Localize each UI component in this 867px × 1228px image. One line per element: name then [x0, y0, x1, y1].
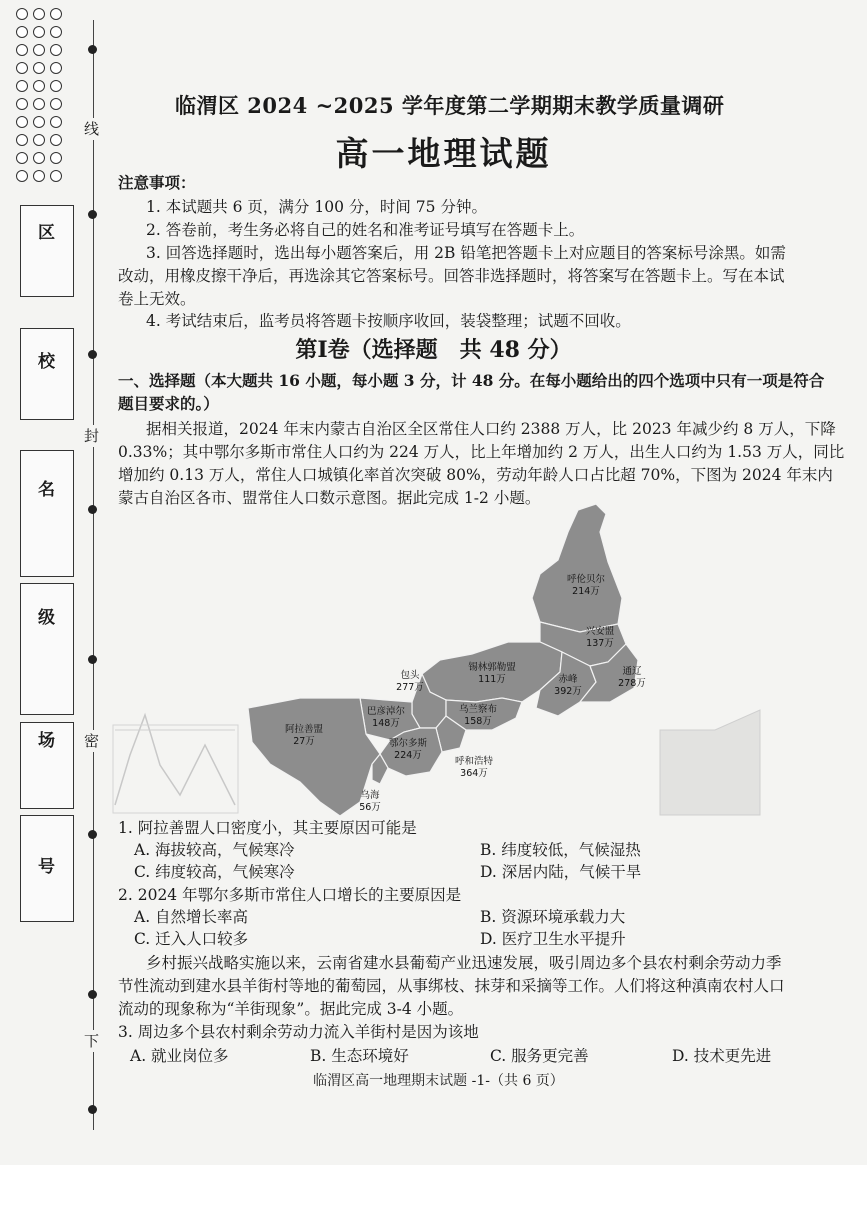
- cut-line-dot: [88, 210, 97, 219]
- binding-hole: [50, 98, 62, 110]
- binding-hole: [33, 116, 45, 128]
- question-2-stem: 2. 2024 年鄂尔多斯市常住人口增长的主要原因是: [118, 886, 462, 904]
- cut-line-dot: [88, 1105, 97, 1114]
- q3-option-d[interactable]: D. 技术更先进: [672, 1047, 772, 1065]
- binding-hole: [33, 80, 45, 92]
- q2-option-a[interactable]: A. 自然增长率高: [134, 908, 249, 926]
- map-region-name: 呼和浩特: [454, 756, 494, 767]
- binding-hole: [16, 44, 28, 56]
- exam-title: 临渭区 2024 ~2025 学年度第二学期期末教学质量调研: [175, 93, 725, 118]
- q3-option-c[interactable]: C. 服务更完善: [490, 1047, 589, 1065]
- binding-hole: [33, 98, 45, 110]
- cut-line-dot: [88, 830, 97, 839]
- map-region-population: 364万: [460, 768, 488, 779]
- map-region-name: 鄂尔多斯: [388, 738, 428, 749]
- school-label: 校: [38, 352, 55, 372]
- q3-option-b[interactable]: B. 生态环境好: [310, 1047, 409, 1065]
- map-region-name: 巴彦淖尔: [366, 706, 406, 717]
- q3-option-a[interactable]: A. 就业岗位多: [130, 1047, 229, 1065]
- cut-line: [93, 20, 94, 1130]
- passage-line: 据相关报道，2024 年末内蒙古自治区全区常住人口约 2388 万人，比 2023 年减少约 8 万人，下降: [146, 420, 836, 438]
- note-item: 改动，用橡皮擦干净后，再选涂其它答案标号。回答非选择题时，将答案写在答题卡上。写在本试: [118, 267, 785, 285]
- note-item: 1. 本试题共 6 页，满分 100 分，时间 75 分钟。: [146, 198, 487, 216]
- map-region-name: 通辽: [622, 666, 642, 677]
- map-region-population: 214万: [572, 586, 600, 597]
- binding-hole: [16, 62, 28, 74]
- map-region-name: 包头: [400, 670, 420, 681]
- passage-line: 节性流动到建水县羊街村等地的葡萄园，从事绑枝、抹芽和采摘等工作。人们将这种滇南农村人口: [118, 977, 785, 995]
- map-region-name: 呼伦贝尔: [566, 574, 606, 585]
- passage-line: 乡村振兴战略实施以来，云南省建水县葡萄产业迅速发展，吸引周边多个县农村剩余劳动力季: [146, 954, 782, 972]
- map-region-population: 224万: [394, 750, 422, 761]
- map-region-name: 赤峰: [558, 674, 578, 685]
- binding-hole: [33, 8, 45, 20]
- map-region-name: 乌海: [360, 790, 380, 801]
- bleed-through-sketch: [655, 690, 765, 820]
- subject-title: 高一地理试题: [335, 134, 552, 173]
- map-region-population: 278万: [618, 678, 646, 689]
- passage-line: 流动的现象称为“羊街现象”。据此完成 3-4 小题。: [118, 1000, 464, 1018]
- q2-option-b[interactable]: B. 资源环境承载力大: [480, 908, 626, 926]
- section-instructions: 一、选择题（本大题共 16 小题，每小题 3 分，计 48 分。在每小题给出的四个选项中只有一项是符合: [118, 371, 825, 390]
- binding-hole: [50, 26, 62, 38]
- map-region-population: 111万: [478, 674, 506, 685]
- cut-line-dot: [88, 655, 97, 664]
- note-item: 4. 考试结束后，监考员将答题卡按顺序收回，装袋整理；试题不回收。: [146, 312, 631, 330]
- cut-line-dot: [88, 990, 97, 999]
- q2-option-d[interactable]: D. 医疗卫生水平提升: [480, 930, 626, 948]
- q1-option-a[interactable]: A. 海拔较高，气候寒冷: [134, 841, 295, 859]
- map-region-name: 锡林郭勒盟: [468, 662, 516, 673]
- scan-margin: [0, 1165, 867, 1228]
- binding-hole: [33, 44, 45, 56]
- bleed-through-sketch: [110, 655, 240, 815]
- map-region-population: 277万: [396, 682, 424, 693]
- binding-hole: [16, 80, 28, 92]
- q1-option-b[interactable]: B. 纬度较低，气候湿热: [480, 841, 641, 859]
- passage-line: 蒙古自治区各市、盟常住人口数示意图。据此完成 1-2 小题。: [118, 489, 541, 507]
- binding-hole: [16, 26, 28, 38]
- cut-line-char: 密: [84, 732, 100, 750]
- cut-line-dot: [88, 505, 97, 514]
- region-hulunbuir: [532, 504, 622, 632]
- binding-hole: [33, 26, 45, 38]
- note-item: 3. 回答选择题时，选出每小题答案后，用 2B 铅笔把答题卡上对应题目的答案标号涂黑。如需: [146, 244, 786, 262]
- note-item: 卷上无效。: [118, 290, 196, 308]
- map-region-name: 乌兰察布: [458, 704, 498, 715]
- q1-option-c[interactable]: C. 纬度较高，气候寒冷: [134, 863, 295, 881]
- binding-hole: [33, 62, 45, 74]
- notes-heading: 注意事项：: [118, 173, 196, 192]
- question-3-stem: 3. 周边多个县农村剩余劳动力流入羊街村是因为该地: [118, 1023, 479, 1041]
- cut-line-char: 下: [84, 1032, 100, 1050]
- passage-line: 增加约 0.13 万人，常住人口城镇化率首次突破 80%，劳动年龄人口占比超 70%，下图为 2024 年末内: [118, 466, 833, 484]
- district-label: 区: [38, 223, 55, 243]
- cut-line-char: 线: [84, 120, 100, 138]
- map-region-population: 148万: [372, 718, 400, 729]
- question-1-stem: 1. 阿拉善盟人口密度小，其主要原因可能是: [118, 819, 417, 837]
- name-label: 名: [38, 480, 55, 500]
- section-title: 第Ⅰ卷（选择题 共 48 分）: [295, 337, 572, 363]
- note-item: 2. 答卷前，考生务必将自己的姓名和准考证号填写在答题卡上。: [146, 221, 585, 239]
- binding-hole: [16, 8, 28, 20]
- cut-line-dot: [88, 45, 97, 54]
- inner-mongolia-population-map: [240, 502, 660, 820]
- map-region-name: 阿拉善盟: [284, 724, 324, 735]
- binding-hole: [50, 8, 62, 20]
- class-label: 级: [38, 608, 55, 628]
- map-region-population: 392万: [554, 686, 582, 697]
- name-field[interactable]: [20, 450, 74, 577]
- exam-room-label: 场: [38, 731, 55, 751]
- binding-hole: [50, 44, 62, 56]
- page-footer: 临渭区高一地理期末试题 -1-（共 6 页）: [313, 1073, 564, 1089]
- q2-option-c[interactable]: C. 迁入人口较多: [134, 930, 249, 948]
- binding-hole: [16, 116, 28, 128]
- map-region-population: 137万: [586, 638, 614, 649]
- binding-hole: [16, 98, 28, 110]
- map-region-population: 158万: [464, 716, 492, 727]
- cut-line-char: 封: [84, 427, 100, 445]
- passage-line: 0.33%；其中鄂尔多斯市常住人口约为 224 万人，比上年增加约 2 万人，出生人口约为 1.53 万人，同比: [118, 443, 845, 461]
- binding-hole: [50, 80, 62, 92]
- map-region-name: 兴安盟: [585, 626, 615, 637]
- seat-number-label: 号: [38, 857, 55, 877]
- q1-option-d[interactable]: D. 深居内陆，气候干旱: [480, 863, 642, 881]
- binding-hole: [50, 62, 62, 74]
- binding-hole: [50, 116, 62, 128]
- map-region-population: 27万: [293, 736, 315, 747]
- section-instructions: 题目要求的。）: [118, 394, 219, 413]
- map-region-population: 56万: [359, 802, 381, 813]
